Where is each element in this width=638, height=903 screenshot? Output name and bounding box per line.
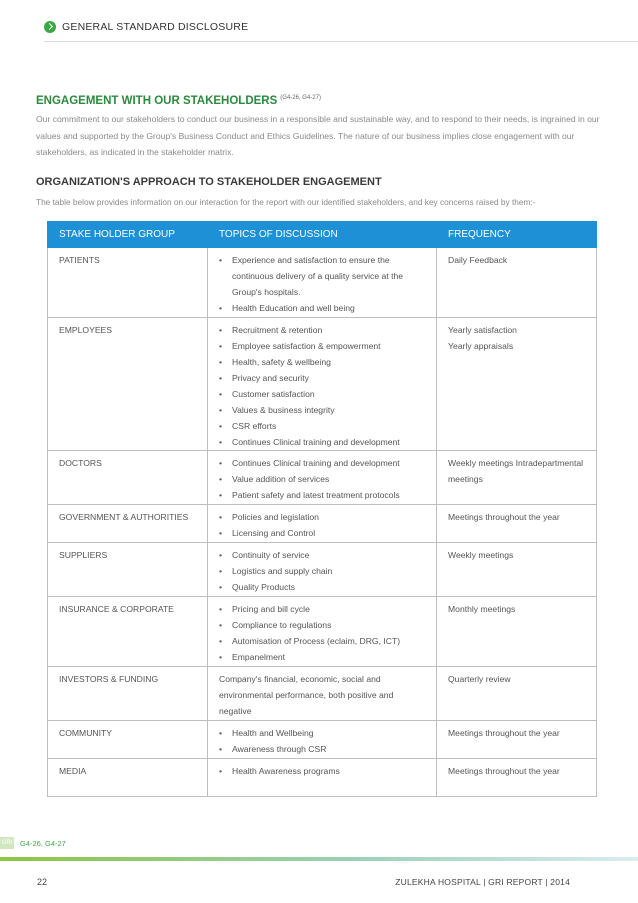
- header-divider: [44, 41, 638, 42]
- topics-list: [219, 509, 425, 541]
- topics-list: [219, 455, 425, 503]
- frequency: Meetings throughout the year: [448, 728, 560, 738]
- topic-item: • Privacy and security: [219, 370, 425, 386]
- frequency-cell: [437, 543, 597, 597]
- footer-gri-codes: [0, 837, 66, 849]
- frequency: Meetings throughout the year: [448, 512, 560, 522]
- topic-item: • Licensing and Control: [219, 525, 425, 541]
- topic-item: • Continues Clinical training and development: [219, 455, 425, 471]
- engagement-codes: (G4-26, G4-27): [280, 95, 321, 101]
- topic-item: • Value addition of services: [219, 471, 425, 487]
- engagement-title: [36, 95, 321, 107]
- stakeholder-group-cell: [48, 505, 208, 543]
- frequency-cell: [437, 505, 597, 543]
- table-header-row: [48, 222, 597, 248]
- frequency: Yearly satisfaction Yearly appraisals: [448, 325, 517, 351]
- topics-cell: [208, 451, 437, 505]
- footer-gradient-bar: [0, 857, 638, 861]
- stakeholder-group-cell: [48, 248, 208, 318]
- frequency-cell: [437, 759, 597, 797]
- frequency: Quarterly review: [448, 674, 511, 684]
- stakeholder-group-cell: [48, 597, 208, 667]
- topics-list: [219, 725, 425, 757]
- engagement-intro: Our commitment to our stakeholders to conduct our business in a responsible and sustainable way, and to respond to their needs, is ingrained in our values and supported by the Group's Business Conduct and Ethics Guidelines. The nature of our business implies close engagement with our stakeholders, as indicated in the stakeholder matrix.: [36, 114, 600, 157]
- stakeholder-group: MEDIA: [59, 766, 87, 776]
- topic-item: • Awareness through CSR: [219, 741, 425, 757]
- topics-cell: [208, 667, 437, 721]
- topics-list: [219, 601, 425, 665]
- table-row: [48, 505, 597, 543]
- topics-cell: [208, 721, 437, 759]
- stakeholder-group: COMMUNITY: [59, 728, 112, 738]
- topics-list: [219, 252, 425, 316]
- topic-item: • Values & business integrity: [219, 402, 425, 418]
- topic-item: • Continuity of service: [219, 547, 425, 563]
- topic-item: • Compliance to regulations: [219, 617, 425, 633]
- header-stakeholder-group: STAKE HOLDER GROUP: [48, 222, 208, 248]
- stakeholder-group-cell: [48, 543, 208, 597]
- topic-item: • Policies and legislation: [219, 509, 425, 525]
- stakeholder-group: EMPLOYEES: [59, 325, 113, 335]
- stakeholder-group: PATIENTS: [59, 255, 100, 265]
- section-header: [44, 21, 248, 33]
- engagement-title-text: ENGAGEMENT WITH OUR STAKEHOLDERS: [36, 95, 278, 107]
- frequency: Monthly meetings: [448, 604, 516, 614]
- topics-cell: [208, 505, 437, 543]
- frequency: Meetings throughout the year: [448, 766, 560, 776]
- stakeholder-group-cell: [48, 667, 208, 721]
- topics-cell: [208, 759, 437, 797]
- topic-item: • Health, safety & wellbeing: [219, 354, 425, 370]
- footer-codes-text: G4-26, G4-27: [20, 838, 66, 848]
- topics-cell: [208, 248, 437, 318]
- frequency: Weekly meetings: [448, 550, 514, 560]
- stakeholder-table: [47, 221, 597, 797]
- topic-item: • Customer satisfaction: [219, 386, 425, 402]
- topic-item: • Empanelment: [219, 649, 425, 665]
- frequency-cell: [437, 318, 597, 451]
- frequency-cell: [437, 451, 597, 505]
- report-name: ZULEKHA HOSPITAL | GRI REPORT | 2014: [395, 877, 570, 887]
- header-frequency: FREQUENCY: [437, 222, 597, 248]
- frequency-cell: [437, 248, 597, 318]
- topic-item: • Health and Wellbeing: [219, 725, 425, 741]
- stakeholder-group-cell: [48, 318, 208, 451]
- header-topics: TOPICS OF DISCUSSION: [208, 222, 437, 248]
- topic-item: • Health Awareness programs: [219, 763, 425, 779]
- chevron-right-icon: [44, 21, 56, 33]
- stakeholder-group: SUPPLIERS: [59, 550, 108, 560]
- stakeholder-group-cell: [48, 721, 208, 759]
- topic-item: • Health Education and well being: [219, 300, 425, 316]
- stakeholder-group: INVESTORS & FUNDING: [59, 674, 159, 684]
- stakeholder-group: GOVERNMENT & AUTHORITIES: [59, 512, 189, 522]
- topic-item: • Recruitment & retention: [219, 322, 425, 338]
- topic-item: • Employee satisfaction & empowerment: [219, 338, 425, 354]
- table-row: [48, 318, 597, 451]
- frequency: Daily Feedback: [448, 255, 508, 265]
- table-row: [48, 248, 597, 318]
- approach-title: ORGANIZATION'S APPROACH TO STAKEHOLDER ENGAGEMENT: [36, 176, 382, 188]
- topic-item: • Patient safety and latest treatment protocols: [219, 487, 425, 503]
- topic-item: • Pricing and bill cycle: [219, 601, 425, 617]
- topics-cell: [208, 318, 437, 451]
- table-row: [48, 543, 597, 597]
- topic-item: • Quality Products: [219, 579, 425, 595]
- stakeholder-group-cell: [48, 451, 208, 505]
- topics-cell: [208, 597, 437, 667]
- gri-badge: GRI: [0, 837, 14, 849]
- table-row: [48, 597, 597, 667]
- page-number: 22: [37, 877, 48, 887]
- topics-cell: [208, 543, 437, 597]
- table-row: [48, 451, 597, 505]
- stakeholder-group: INSURANCE & CORPORATE: [59, 604, 174, 614]
- topic-item: • Experience and satisfaction to ensure the continuous delivery of a quality service at the Group's hospitals.: [219, 252, 425, 300]
- frequency-cell: [437, 721, 597, 759]
- topics-text: Company's financial, economic, social and environmental performance, both positive and negative: [219, 674, 394, 716]
- stakeholder-group-cell: [48, 759, 208, 797]
- frequency: Weekly meetings Intradepartmental meetings: [448, 458, 584, 484]
- topics-list: [219, 322, 425, 450]
- topic-item: • Continues Clinical training and development: [219, 434, 425, 450]
- stakeholder-group: DOCTORS: [59, 458, 102, 468]
- table-row: [48, 759, 597, 797]
- section-header-text: GENERAL STANDARD DISCLOSURE: [62, 21, 249, 33]
- topics-list: [219, 763, 425, 779]
- approach-note: The table below provides information on our interaction for the report with our identified stakeholders, and key concerns raised by them:-: [36, 197, 536, 207]
- table-row: [48, 721, 597, 759]
- frequency-cell: [437, 667, 597, 721]
- topic-item: • Automisation of Process (eclaim, DRG, ICT): [219, 633, 425, 649]
- topic-item: • CSR efforts: [219, 418, 425, 434]
- topics-list: [219, 547, 425, 595]
- table-row: [48, 667, 597, 721]
- topic-item: • Logistics and supply chain: [219, 563, 425, 579]
- frequency-cell: [437, 597, 597, 667]
